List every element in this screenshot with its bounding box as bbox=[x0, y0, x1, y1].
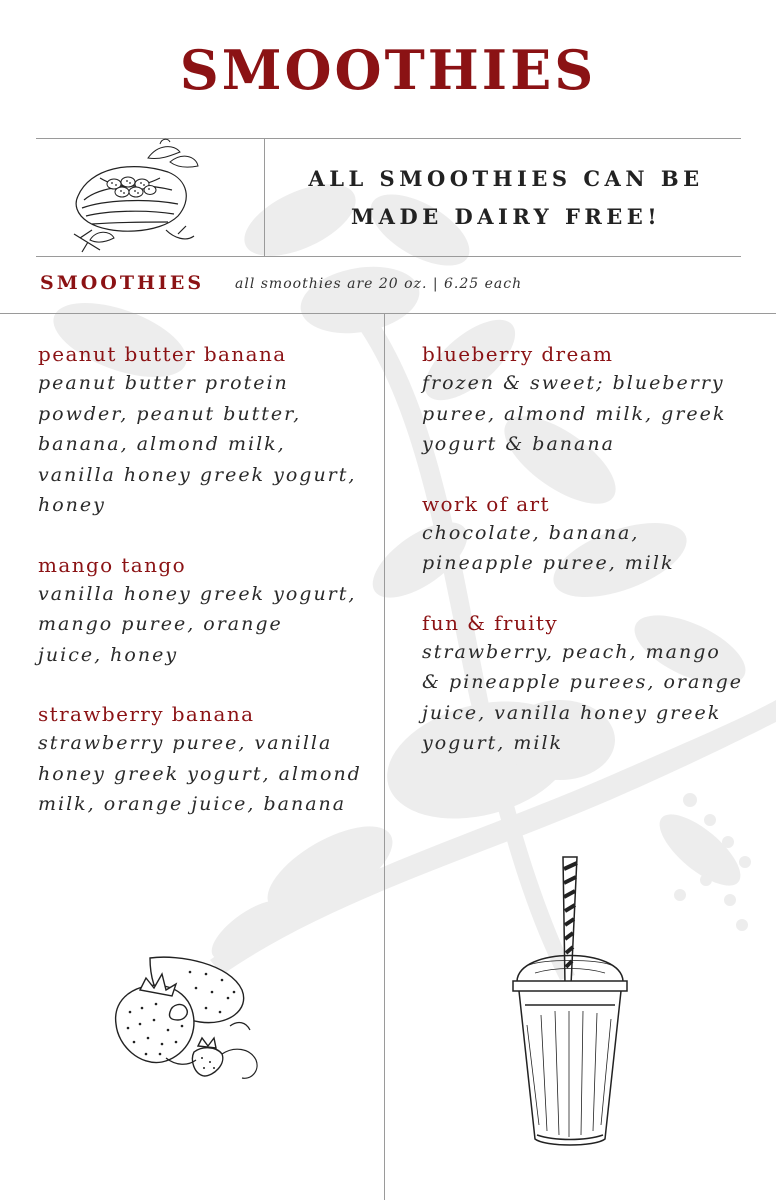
strawberry-icon bbox=[110, 950, 270, 1090]
desc-line: mango puree, orange bbox=[38, 613, 283, 635]
desc-line: vanilla honey greek yogurt, bbox=[38, 582, 357, 605]
menu-item bbox=[38, 340, 378, 521]
menu-item bbox=[38, 700, 378, 820]
desc-line: yogurt, milk bbox=[422, 732, 564, 754]
item-description bbox=[38, 579, 378, 671]
bird-nest-icon bbox=[70, 138, 200, 256]
item-description bbox=[38, 728, 378, 820]
desc-line: vanilla honey greek yogurt, bbox=[38, 463, 357, 486]
item-description bbox=[38, 368, 378, 521]
item-name: strawberry banana bbox=[38, 702, 255, 726]
item-name: work of art bbox=[422, 491, 550, 516]
desc-line: juice, vanilla honey greek bbox=[422, 701, 722, 724]
desc-line: yogurt & banana bbox=[422, 433, 615, 455]
desc-line: pineapple puree, milk bbox=[422, 552, 675, 574]
section-rule bbox=[0, 313, 776, 314]
banner-line-1: ALL SMOOTHIES CAN BE bbox=[308, 166, 704, 191]
desc-line: peanut butter protein bbox=[38, 372, 289, 394]
banner-line-2: MADE DAIRY FREE! bbox=[350, 204, 662, 229]
menu-item bbox=[422, 490, 752, 579]
item-name: blueberry dream bbox=[422, 342, 614, 366]
menu-item bbox=[422, 609, 752, 759]
menu-column-left bbox=[38, 340, 378, 850]
menu-column-right bbox=[422, 340, 752, 789]
item-name: fun & fruity bbox=[422, 610, 559, 635]
column-divider bbox=[384, 313, 385, 1200]
desc-line: milk, orange juice, banana bbox=[38, 793, 347, 815]
smoothie-cup-icon bbox=[505, 855, 635, 1150]
item-description bbox=[422, 368, 752, 460]
desc-line: frozen & sweet; blueberry bbox=[422, 372, 725, 394]
desc-line: strawberry, peach, mango bbox=[422, 640, 721, 663]
section-heading: SMOOTHIES bbox=[40, 272, 205, 294]
dairy-free-banner bbox=[266, 160, 746, 236]
desc-line: honey bbox=[38, 494, 106, 516]
item-description bbox=[422, 637, 752, 759]
item-name: mango tango bbox=[38, 552, 187, 577]
section-note: all smoothies are 20 oz. | 6.25 each bbox=[235, 276, 523, 292]
menu-item bbox=[422, 340, 752, 460]
desc-line: juice, honey bbox=[38, 643, 179, 666]
desc-line: puree, almond milk, greek bbox=[422, 402, 727, 425]
desc-line: honey greek yogurt, almond bbox=[38, 762, 362, 785]
menu-item bbox=[38, 551, 378, 671]
desc-line: chocolate, banana, bbox=[422, 521, 640, 544]
item-description bbox=[422, 518, 752, 579]
banner-bottom-rule bbox=[36, 256, 741, 257]
desc-line: & pineapple purees, orange bbox=[422, 671, 743, 693]
page-title: SMOOTHIES bbox=[179, 38, 597, 102]
item-name: peanut butter banana bbox=[38, 342, 287, 366]
desc-line: powder, peanut butter, bbox=[38, 402, 302, 425]
banner-divider bbox=[264, 138, 265, 256]
desc-line: banana, almond milk, bbox=[38, 433, 286, 455]
desc-line: strawberry puree, vanilla bbox=[38, 732, 333, 754]
